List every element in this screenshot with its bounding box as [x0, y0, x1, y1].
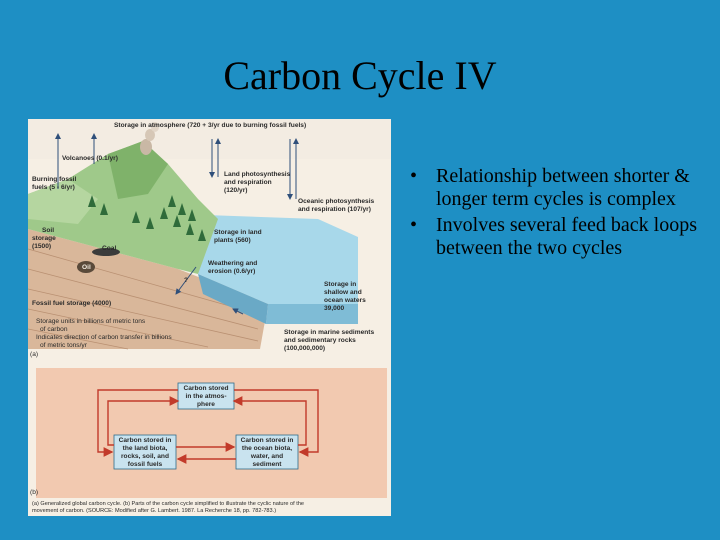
- land-box-line-3: rocks, soil, and: [120, 453, 169, 460]
- label-burning-fossil-2: fuels (5 - 6/yr): [32, 184, 75, 191]
- panel-a-label: (a): [30, 351, 39, 358]
- bullet-text: Relationship between shorter & longer term cycles is complex: [436, 165, 690, 210]
- label-land-photo-1: Land photosynthesis: [224, 171, 291, 178]
- label-marine-2: and sedimentary rocks: [284, 337, 356, 344]
- bullet-item: [410, 214, 710, 260]
- ocean-box-line-4: sediment: [252, 461, 282, 468]
- caption-line-2: movement of carbon. (SOURCE: Modified after G. Lambert. 1987. La Recherche 18, pp. 782-783.): [32, 508, 277, 514]
- label-weathering-1: Weathering and: [208, 260, 258, 267]
- label-volcanoes: Volcanoes (0.1/yr): [62, 155, 118, 162]
- atmos-box-line-3: phere: [197, 401, 215, 408]
- label-coal: Coal: [102, 245, 117, 252]
- label-soil-3: (1500): [32, 243, 52, 250]
- bullet-marker: •: [410, 214, 418, 236]
- label-burning-fossil-1: Burning fossil: [32, 176, 77, 183]
- ocean-box-line-2: the ocean biota,: [241, 445, 293, 452]
- label-weathering-2: erosion (0.6/yr): [208, 268, 256, 275]
- label-land-plants-1: Storage in land: [214, 229, 262, 236]
- land-box-line-4: fossil fuels: [127, 461, 163, 468]
- label-oceanic-photo-1: Oceanic photosynthesis: [298, 198, 375, 205]
- label-fossil-storage: Fossil fuel storage (4000): [32, 300, 112, 307]
- bullet-list: [410, 165, 710, 263]
- land-box-line-2: the land biota,: [122, 445, 168, 452]
- label-marine-3: (100,000,000): [284, 345, 326, 352]
- label-atmosphere: Storage in atmosphere (720 + 3/yr due to burning fossil fuels): [114, 122, 307, 129]
- legend-direction-1: Indicates direction of carbon transfer in billions: [36, 334, 172, 341]
- legend-storage-2: of carbon: [40, 326, 68, 333]
- slide-title: Carbon Cycle IV: [223, 53, 497, 98]
- label-soil-2: storage: [32, 235, 56, 242]
- label-land-photo-3: (120/yr): [224, 187, 248, 194]
- bullet-text: Involves several feed back loops between the two cycles: [436, 214, 698, 259]
- label-oceanic-photo-2: and respiration (107/yr): [298, 206, 371, 213]
- label-shallow-1: Storage in: [324, 281, 357, 288]
- label-soil-1: Soil: [42, 227, 55, 234]
- panel-b-label: (b): [30, 489, 39, 496]
- label-question-mark: ?: [184, 277, 189, 284]
- land-box-line-1: Carbon stored in: [118, 437, 172, 444]
- legend-direction-2: of metric tons/yr: [40, 342, 87, 349]
- label-land-plants-2: plants (560): [214, 237, 251, 244]
- ocean-box-line-3: water, and: [250, 453, 284, 460]
- caption-line-1: (a) Generalized global carbon cycle. (b) Parts of the carbon cycle simplified to illustrate the cyclic nature of the: [32, 501, 305, 507]
- label-oil: Oil: [82, 264, 91, 271]
- label-shallow-4: 39,000: [324, 305, 345, 312]
- legend-storage-1: Storage units in billions of metric tons: [36, 318, 146, 325]
- ocean-box-line-1: Carbon stored in: [240, 437, 294, 444]
- atmos-box-line-1: Carbon stored: [183, 385, 229, 392]
- bullet-marker: •: [410, 165, 418, 187]
- label-shallow-3: ocean waters: [324, 297, 366, 304]
- atmos-box-line-2: in the atmos-: [185, 393, 227, 400]
- label-shallow-2: shallow and: [324, 289, 362, 296]
- bullet-item: [410, 165, 710, 211]
- label-land-photo-2: and respiration: [224, 179, 272, 186]
- label-marine-1: Storage in marine sediments: [284, 329, 375, 336]
- carbon-cycle-figure: [28, 119, 391, 516]
